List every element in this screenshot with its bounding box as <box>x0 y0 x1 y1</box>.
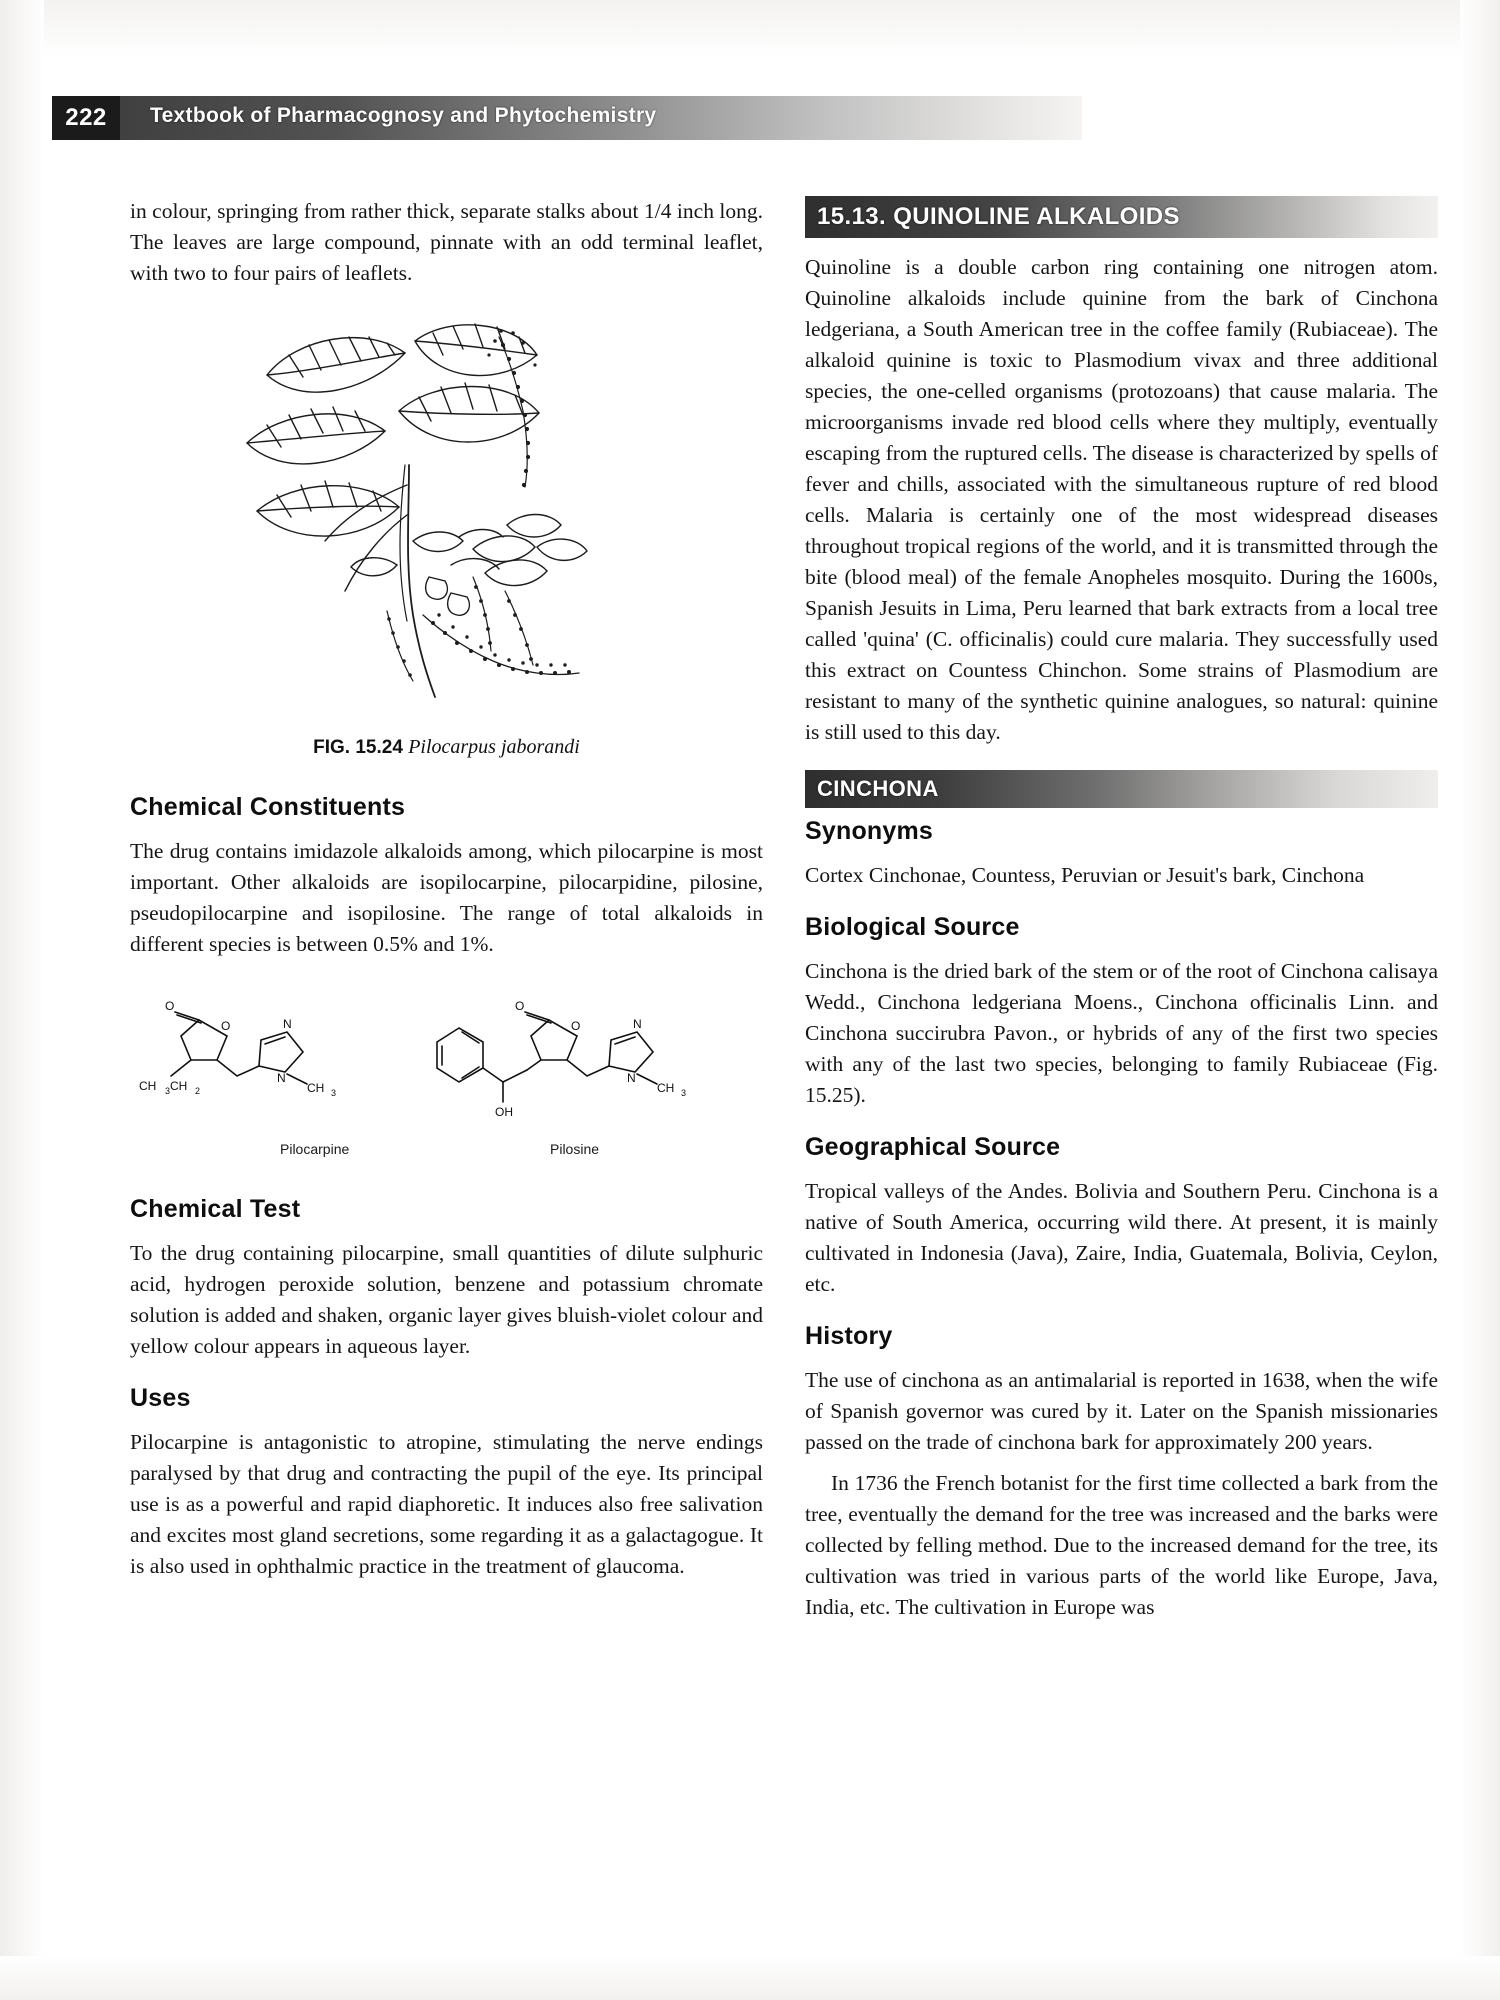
figure-15-24 <box>130 315 763 759</box>
atom-label-ch3ch2: CH <box>138 1079 156 1093</box>
paragraph-quinoline-intro: Quinoline is a double carbon ring containing one nitrogen atom. Quinoline alkaloids include quinine from the bark of Cinchona ledgeriana, a South American tree in the coffee family (Rubiaceae). The alkaloid quinine is toxic to Plasmodium vivax and three additional species, the one-celled organisms (protozoans) that cause malaria. The microorganisms invade red blood cells where they multiply, eventually escaping from the ruptured cells. The disease is characterized by spells of fever and chills, associated with the simultaneous rupture of red blood cells. Malaria is certainly one of the most widespread diseases throughout tropical regions of the world, and it is transmitted through the bite (blood meal) of the female Anopheles mosquito. During the 1600s, Spanish Jesuits in Lima, Peru learned that bark extracts from a local tree called 'quina' (C. officinalis) could cure malaria. They successfully used this extract on Countess Chinchon. Some strains of Plasmodium are resistant to many of the synthetic quinine analogues, so natural: quinine is still used to this day. <box>805 255 1438 744</box>
pilocarpus-jaborandi-illustration <box>237 315 657 715</box>
paragraph-chemical-test: To the drug containing pilocarpine, small quantities of dilute sulphuric acid, hydrogen peroxide solution, benzene and potassium chromate solution is added and shaken, organic layer gives bluish-violet colour and yellow colour appears in aqueous layer. <box>130 1241 763 1358</box>
scan-edge-bottom <box>0 1956 1500 2000</box>
subsection-banner-text: CINCHONA <box>817 776 939 801</box>
section-banner-text: 15.13. QUINOLINE ALKALOIDS <box>817 203 1180 230</box>
section-banner-quinoline-alkaloids <box>805 196 1438 238</box>
subsection-banner-cinchona <box>805 770 1438 808</box>
figure-caption <box>130 736 763 759</box>
svg-text:CH: CH <box>306 1081 324 1095</box>
left-column <box>130 196 763 1582</box>
paragraph-history-1: The use of cinchona as an antimalarial is reported in 1638, when the wife of Spanish governor was cured by it. Later on the Spanish missionaries passed on the trade of cinchona bark for approximately 200 years. <box>805 1368 1438 1454</box>
heading-biological-source: Biological Source <box>805 913 1020 941</box>
svg-text:3: 3 <box>164 1086 170 1096</box>
scan-edge-left <box>0 0 44 2000</box>
svg-text:O: O <box>570 1019 580 1033</box>
heading-geographical-source: Geographical Source <box>805 1133 1061 1161</box>
page-number: 222 <box>52 96 120 140</box>
heading-synonyms: Synonyms <box>805 817 934 845</box>
atom-label-o: O <box>164 999 174 1013</box>
svg-text:N: N <box>626 1071 636 1085</box>
structure-label-pilosine: Pilosine <box>550 1141 600 1157</box>
svg-text:2: 2 <box>194 1086 200 1096</box>
scan-edge-top <box>0 0 1500 56</box>
atom-label-oh: OH <box>494 1105 513 1119</box>
heading-history: History <box>805 1322 893 1350</box>
svg-text:CH: CH <box>656 1081 674 1095</box>
atom-label-o-right: O <box>514 999 524 1013</box>
paragraph-chemical-constituents: The drug contains imidazole alkaloids among, which pilocarpine is most important. Other alkaloids are isopilocarpine, pilocarpidine, pilosine, pseudopilocarpine and isopilosine. The range of total alkaloids in different species is between 0.5% and 1%. <box>130 839 763 956</box>
paragraph-geographical-source: Tropical valleys of the Andes. Bolivia and Southern Peru. Cinchona is a native of South America, occurring wild there. At present, it is mainly cultivated in Indonesia (Java), Zaire, India, Guatemala, Bolivia, Ceylon, etc. <box>805 1179 1438 1296</box>
structure-label-pilocarpine: Pilocarpine <box>280 1141 350 1157</box>
paragraph-uses: Pilocarpine is antagonistic to atropine, stimulating the nerve endings paralysed by that drug and contracting the pupil of the eye. Its principal use is as a powerful and rapid diaphoretic. It induces also free salivation and excites most gland secretions, some regarding it as a galactagogue. It is also used in ophthalmic practice in the treatment of glaucoma. <box>130 1430 763 1578</box>
figure-label: FIG. 15.24 <box>313 737 403 758</box>
continued-paragraph: in colour, springing from rather thick, separate stalks about 1/4 inch long. The leaves are large compound, pinnate with an odd terminal leaflet, with two to four pairs of leaflets. <box>130 199 763 285</box>
heading-chemical-test: Chemical Test <box>130 1195 301 1223</box>
svg-text:3: 3 <box>330 1088 336 1098</box>
paragraph-synonyms: Cortex Cinchonae, Countess, Peruvian or Jesuit's bark, Cinchona <box>805 863 1365 887</box>
right-column <box>805 196 1438 1623</box>
paragraph-biological-source: Cinchona is the dried bark of the stem or of the root of Cinchona calisaya Wedd., Cinchona ledgeriana Moens., Cinchona officinalis Linn. and Cinchona succirubra Pavon., or hybrids of any of the first two species with any of the last two species, belonging to family Rubiaceae (Fig. 15.25). <box>805 959 1438 1107</box>
svg-text:CH: CH <box>169 1079 187 1093</box>
running-title: Textbook of Pharmacognosy and Phytochemistry <box>150 104 657 127</box>
atom-label-n-bottom: N <box>276 1071 286 1085</box>
heading-chemical-constituents: Chemical Constituents <box>130 793 406 821</box>
structure-figure-pilocarpine-pilosine <box>130 984 763 1161</box>
scan-edge-right <box>1460 0 1500 2000</box>
atom-label-n-top: N <box>282 1017 292 1031</box>
alkaloid-structure-diagram <box>137 984 757 1134</box>
figure-caption-text: Pilocarpus jaborandi <box>408 736 580 758</box>
svg-text:3: 3 <box>680 1088 686 1098</box>
paragraph-history-2: In 1736 the French botanist for the first time collected a bark from the tree, eventually the demand for the tree was increased and the barks were collected by felling method. Due to the increased demand for the tree, its cultivation was tried in various parts of the world like Europe, Java, India, etc. The cultivation in Europe was <box>805 1471 1438 1619</box>
atom-label-o-ring: O <box>220 1019 230 1033</box>
heading-uses: Uses <box>130 1384 191 1412</box>
svg-text:N: N <box>632 1017 642 1031</box>
